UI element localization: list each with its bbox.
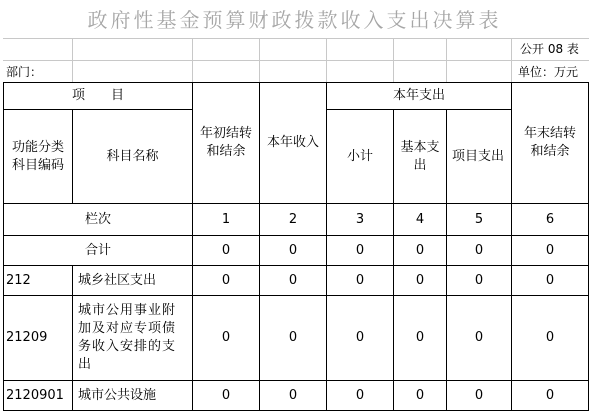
row-name: 城市公共设施	[78, 387, 157, 403]
row-value: 0	[221, 330, 231, 345]
index-row-label: 栏次	[84, 211, 111, 227]
header-subject-name: 科目名称	[106, 148, 159, 164]
row-value: 0	[221, 272, 231, 288]
row-value: 0	[474, 272, 484, 288]
index-col-4: 4	[415, 211, 425, 227]
index-col-6: 6	[545, 211, 555, 227]
index-col-5: 5	[474, 211, 484, 227]
header-function-code: 功能分类科目编码	[11, 139, 64, 173]
grid-line	[446, 38, 447, 82]
row-value: 0	[355, 387, 365, 403]
total-value: 0	[545, 242, 555, 258]
row-value: 0	[474, 330, 484, 345]
row-value: 0	[288, 387, 298, 403]
row-value: 0	[474, 387, 484, 403]
index-col-2: 2	[288, 211, 298, 227]
border-line	[72, 265, 73, 411]
border-line	[3, 410, 589, 411]
grid-line	[3, 60, 589, 61]
row-value: 0	[545, 272, 555, 288]
index-col-1: 1	[221, 211, 231, 227]
total-value: 0	[221, 242, 231, 258]
row-value: 0	[355, 272, 365, 288]
row-value: 0	[545, 330, 555, 345]
table-number: 公开 08 表	[520, 42, 579, 56]
grid-line	[393, 38, 394, 82]
report-title: 政府性基金预算财政拨款收入支出决算表	[87, 8, 502, 32]
row-name: 城市公用事业附加及对应专项债务收入安排的支出	[78, 303, 177, 372]
row-value: 0	[288, 330, 298, 345]
grid-line	[3, 38, 589, 39]
header-project-expenditure: 项目支出	[451, 148, 504, 164]
row-value: 0	[355, 330, 365, 345]
header-project: 项 目	[71, 88, 124, 103]
row-value: 0	[545, 387, 555, 403]
header-begin-balance: 年初结转和结余	[199, 126, 252, 159]
department-label: 部门：	[6, 65, 43, 79]
header-subtotal: 小计	[346, 148, 373, 164]
header-basic: 基本支出	[400, 139, 440, 173]
row-code: 21209	[6, 330, 48, 345]
row-value: 0	[415, 272, 425, 288]
total-value: 0	[415, 242, 425, 258]
unit-label: 单位：万元	[518, 65, 579, 79]
index-col-3: 3	[355, 211, 365, 227]
grid-line	[259, 38, 260, 82]
header-income: 本年收入	[266, 135, 319, 150]
row-value: 0	[221, 387, 231, 403]
grid-line	[511, 38, 512, 82]
total-value: 0	[474, 242, 484, 258]
grid-line	[192, 38, 193, 82]
row-value: 0	[415, 387, 425, 403]
row-value: 0	[288, 272, 298, 288]
header-end-balance: 年末结转和结余	[523, 126, 576, 159]
row-code: 212	[6, 272, 31, 288]
header-expenditure: 本年支出	[392, 88, 445, 103]
row-name: 城乡社区支出	[78, 272, 157, 288]
total-row-label: 合计	[84, 242, 111, 258]
grid-line	[326, 38, 327, 82]
total-value: 0	[288, 242, 298, 258]
total-value: 0	[355, 242, 365, 258]
grid-line	[72, 38, 73, 82]
row-code: 2120901	[6, 387, 64, 403]
row-value: 0	[415, 330, 425, 345]
